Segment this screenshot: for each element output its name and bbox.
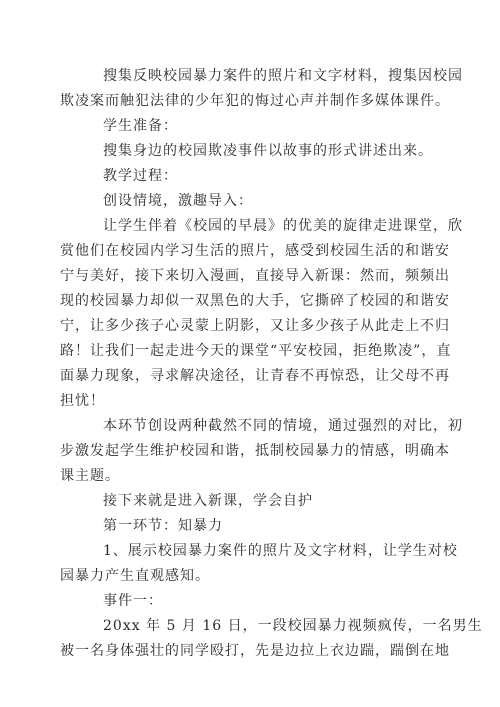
paragraph-line: 步激发起学生维护校园和谐，抵制校园暴力的情感，明确本 xyxy=(60,443,450,459)
paragraph-line: 20xx 年 5 月 16 日，一段校园暴力视频疯传，一名男生 xyxy=(103,618,483,634)
section-heading: 事件一： xyxy=(103,593,163,609)
paragraph-line: 欺凌案而触犯法律的少年犯的悔过心声并制作多媒体课件。 xyxy=(60,93,450,109)
paragraph-line: 现的校园暴力却似一双黑色的大手，它撕碎了校园的和谐安 xyxy=(60,293,450,309)
paragraph-line: 本环节创设两种截然不同的情境，通过强烈的对比，初 xyxy=(103,418,463,434)
section-heading: 教学过程： xyxy=(103,168,178,184)
paragraph-line: 1、展示校园暴力案件的照片及文字材料，让学生对校 xyxy=(103,543,458,559)
paragraph-line: 面暴力现象，寻求解决途径，让青春不再惊恐，让父母不再 xyxy=(60,368,450,384)
paragraph-line: 课主题。 xyxy=(60,468,120,484)
paragraph-line: 让学生伴着《校园的早晨》的优美的旋律走进课堂，欣 xyxy=(103,218,463,234)
section-heading: 第一环节：知暴力 xyxy=(103,518,223,534)
paragraph-line: 搜集反映校园暴力案件的照片和文字材料，搜集因校园 xyxy=(103,68,463,84)
section-heading: 创设情境，激趣导入： xyxy=(103,193,253,209)
paragraph-line: 接下来就是进入新课，学会自护 xyxy=(103,493,313,509)
paragraph-line: 宁与美好，接下来切入漫画，直接导入新课：然而，频频出 xyxy=(60,268,450,284)
paragraph-line: 被一名身体强壮的同学殴打，先是边拉上衣边踹，踹倒在地 xyxy=(60,643,450,659)
section-heading: 学生准备： xyxy=(103,118,178,134)
paragraph-line: 宁，让多少孩子心灵蒙上阴影，又让多少孩子从此走上不归 xyxy=(60,318,450,334)
paragraph-line: 担忧！ xyxy=(60,393,105,409)
paragraph-line: 搜集身边的校园欺凌事件以故事的形式讲述出来。 xyxy=(103,143,433,159)
paragraph-line: 园暴力产生直观感知。 xyxy=(60,568,210,584)
paragraph-line: 路！让我们一起走进今天的课堂“平安校园，拒绝欺凌”，直 xyxy=(60,343,452,359)
paragraph-line: 赏他们在校园内学习生活的照片，感受到校园生活的和谐安 xyxy=(60,243,450,259)
